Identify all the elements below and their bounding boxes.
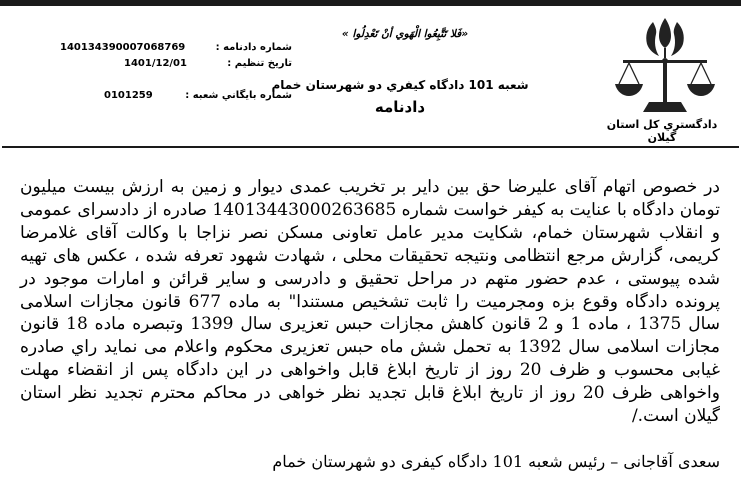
issue-date-label: تاريخ تنظيم : [227, 58, 292, 69]
quran-verse: «فَلا تَتَّبِعُوا الْهَوي أنْ تَعْدِلُوا » [341, 28, 469, 40]
issue-date: 1401/12/01 [124, 58, 187, 69]
judiciary-emblem-icon [609, 12, 721, 120]
judgment-body: در خصوص اتهام آقای علیرضا حق بین دایر بر تخریب عمدی دیوار و زمین به ارزش بیست میلیون تومان دادگاه با عنایت به کیفر خواست شماره 14013443000263685 صادره از دادسرای عمومی و انقلاب شهرستان خمام، شکایت مدیر عامل تعاونی مسکن نصر نزاجا با وکالت آقای غلامرضا کریمی، گزارش مرجع انتظامی ونتیجه تحقیقات محلی ، شهادت شهود تعرفه شده ، عکس های تهیه شده پیوستی ، عدم حضور متهم در مراحل تحقیق و دادرسی و سایر قرائن و امارات موجود در پرونده دادگاه وقوع بزه ومجرمیت را ثابت تشخیص مستندا" به ماده 677 قانون مجازات اسلامی سال 1375 ، ماده 1 و 2 قانون کاهش مجازات حبس تعزیری سال 1399 وتبصره ماده 18 قانون مجازات اسلامی سال 1392 به تحمل شش ماه حبس تعزیری محکوم واعلام می نماید راي صادره غیابی محسوب و ظرف 20 روز از تاریخ ابلاغ قابل واخواهی در این دادگاه پس از انقضاء مهلت واخواهی ظرف 20 روز از تاریخ ابلاغ قابل تجدید نظر خواهی در محاکم محترم تجدید نظر استان گیلان است./ [20, 177, 720, 427]
judgment-number-label: شماره دادنامه : [215, 42, 292, 53]
archive-number-label: شماره بايگاني شعبه : [185, 90, 292, 101]
court-name: دادگستري كل استان گيلان [606, 118, 718, 144]
document-title: دادنامه [374, 98, 426, 116]
judgment-number: 140134390007068769 [60, 42, 186, 53]
archive-number: 0101259 [104, 90, 153, 101]
court-branch: شعبه 101 دادگاه كيفري دو شهرستان خمام [271, 78, 529, 92]
judge-signature: سعدی آقاجانی – رئیس شعبه 101 دادگاه کیفری دو شهرستان خمام [272, 452, 720, 471]
document-header [0, 6, 741, 144]
header-divider [2, 146, 739, 148]
